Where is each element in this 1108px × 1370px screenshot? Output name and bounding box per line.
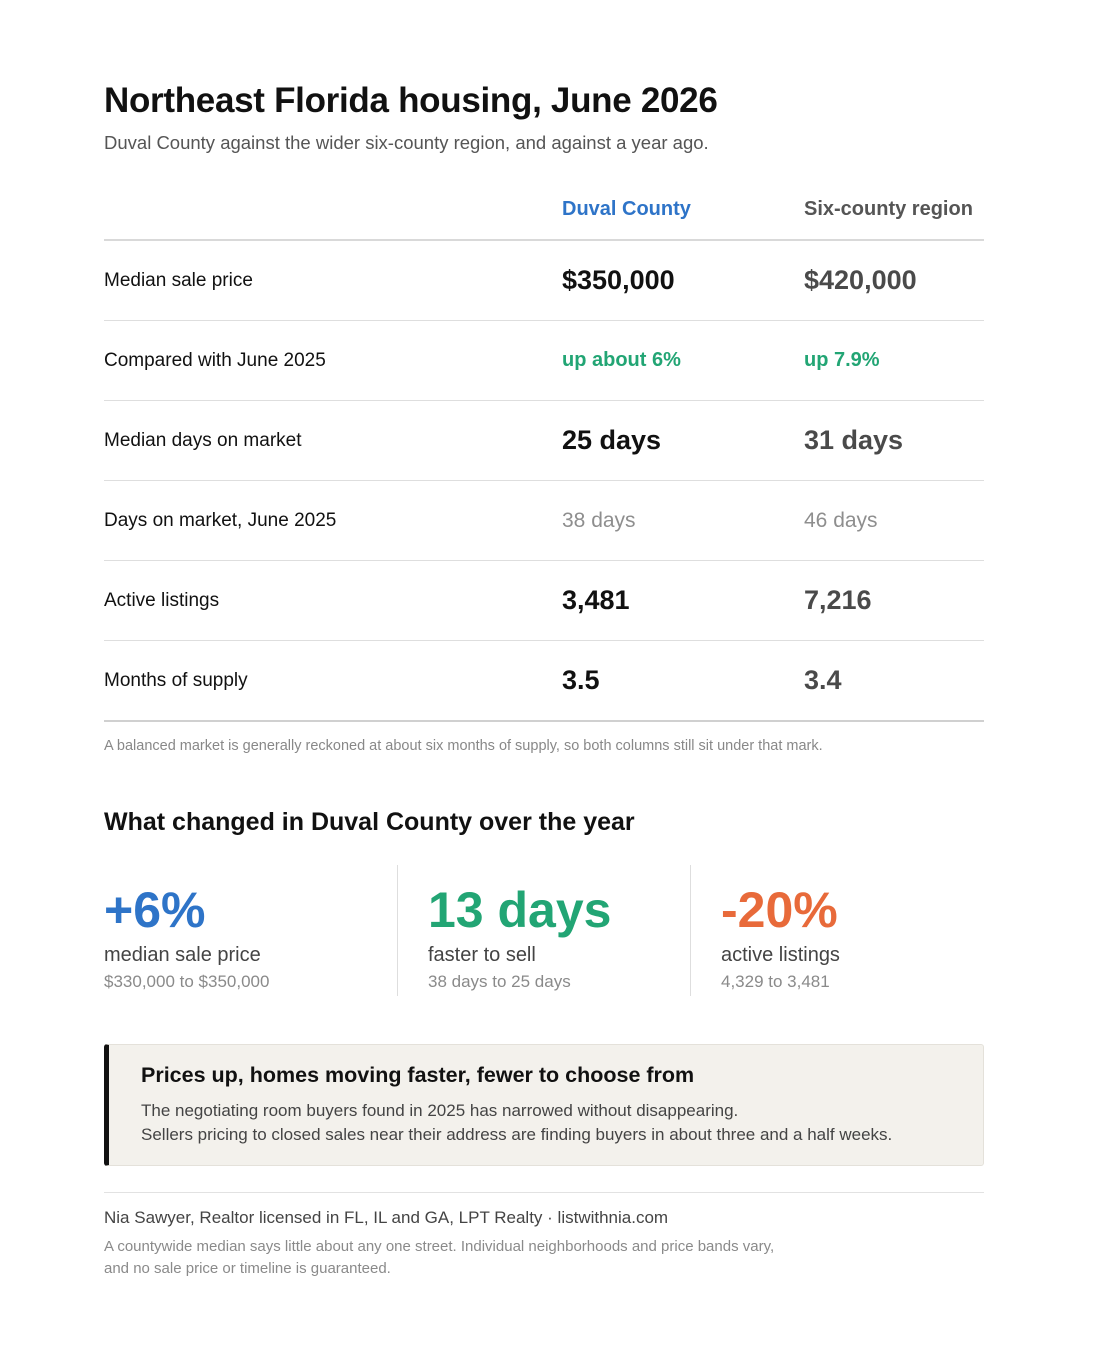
table-row (104, 481, 984, 561)
region-value: 3.4 (804, 665, 842, 695)
stat-label: median sale price (104, 944, 261, 966)
callout-text: Sellers pricing to closed sales near their address are finding buyers in about three and a half weeks. (141, 1125, 893, 1144)
column-header-region: Six-county region (804, 198, 973, 220)
stat-detail: $330,000 to $350,000 (104, 972, 270, 991)
footer-divider (104, 1192, 984, 1193)
table-row (104, 241, 984, 321)
table-note: A balanced market is generally reckoned at about six months of supply, so both columns still sit under that mark. (104, 738, 823, 754)
disclaimer: and no sale price or timeline is guaranteed. (104, 1260, 391, 1277)
stat-days (397, 865, 691, 996)
row-label: Compared with June 2025 (104, 350, 326, 371)
table-row (104, 641, 984, 722)
row-label: Median sale price (104, 270, 253, 291)
summary-callout (104, 1044, 984, 1166)
stat-detail: 38 days to 25 days (428, 972, 571, 991)
stat-label: faster to sell (428, 944, 536, 966)
duval-value: 3.5 (562, 665, 600, 695)
page-title: Northeast Florida housing, June 2026 (104, 81, 718, 120)
disclaimer: A countywide median says little about any one street. Individual neighborhoods and price bands vary, (104, 1238, 775, 1255)
row-label: Median days on market (104, 430, 302, 451)
duval-value: 25 days (562, 425, 662, 455)
duval-value: 38 days (562, 509, 636, 532)
table-row (104, 401, 984, 481)
stat-label: active listings (721, 944, 840, 966)
duval-value: up about 6% (562, 349, 681, 371)
table-row (104, 321, 984, 401)
comparison-table (104, 192, 984, 722)
author-credit: Nia Sawyer, Realtor licensed in FL, IL and GA, LPT Realty · listwithnia.com (104, 1208, 669, 1227)
row-label: Months of supply (104, 670, 248, 691)
region-value: up 7.9% (804, 349, 880, 371)
region-value: $420,000 (804, 265, 917, 295)
stat-detail: 4,329 to 3,481 (721, 972, 830, 991)
duval-value: 3,481 (562, 585, 630, 615)
row-label: Days on market, June 2025 (104, 510, 337, 531)
page-subtitle: Duval County against the wider six-county region, and against a year ago. (104, 132, 709, 153)
table-row (104, 561, 984, 641)
section-heading: What changed in Duval County over the year (104, 808, 635, 836)
region-value: 31 days (804, 425, 904, 455)
column-header-duval: Duval County (562, 198, 691, 220)
stat-value: 13 days (428, 882, 612, 938)
region-value: 7,216 (804, 585, 872, 615)
region-value: 46 days (804, 509, 878, 532)
stat-listings (690, 865, 985, 996)
stat-value: -20% (721, 882, 838, 938)
table-header (104, 192, 984, 241)
stat-price (104, 865, 397, 996)
stat-cards (104, 865, 984, 996)
duval-value: $350,000 (562, 265, 675, 295)
stat-value: +6% (104, 882, 206, 938)
callout-title: Prices up, homes moving faster, fewer to choose from (141, 1063, 695, 1087)
callout-text: The negotiating room buyers found in 2025 has narrowed without disappearing. (141, 1101, 739, 1120)
row-label: Active listings (104, 590, 220, 611)
